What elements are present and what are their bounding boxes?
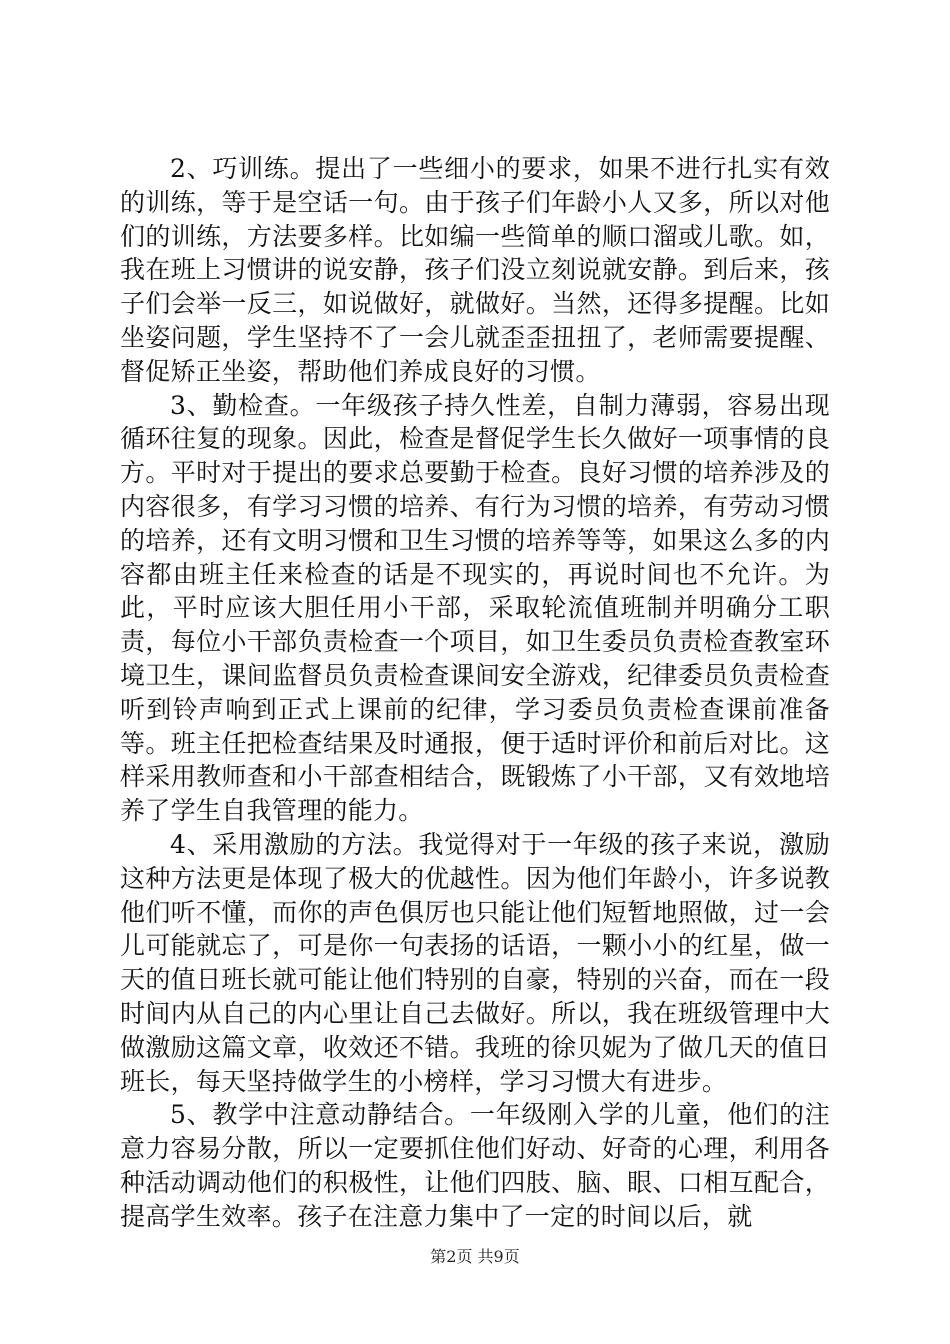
document-body bbox=[120, 152, 830, 1234]
paragraph-active-quiet: 5、教学中注意动静结合。一年级刚入学的儿童，他们的注意力容易分散，所以一定要抓住他们好动、好奇的心理，利用各种活动调动他们的积极性，让他们四肢、脑、眼、口相互配合，提高学生效率。孩子在注意力集中了一定的时间以后，就 bbox=[120, 1100, 830, 1231]
page-number-footer: 第2页 共9页 bbox=[430, 1247, 520, 1266]
paragraph-motivation: 4、采用激励的方法。我觉得对于一年级的孩子来说，激励这种方法更是体现了极大的优越性。因为他们年龄小，许多说教他们听不懂，而你的声色俱厉也只能让他们短暂地照做，过一会儿可能就忘了，可是你一句表扬的话语，一颗小小的红星，做一天的值日班长就可能让他们特别的自豪，特别的兴奋，而在一段时间内从自己的内心里让自己去做好。所以，我在班级管理中大做激励这篇文章，收效还不错。我班的徐贝妮为了做几天的值日班长，每天坚持做学生的小榜样，学习习惯大有进步。 bbox=[120, 829, 830, 1096]
paragraph-inspection: 3、勤检查。一年级孩子持久性差，自制力薄弱，容易出现循环往复的现象。因此，检查是督促学生长久做好一项事情的良方。平时对于提出的要求总要勤于检查。良好习惯的培养涉及的内容很多，有学习习惯的培养、有行为习惯的培养，有劳动习惯的培养，还有文明习惯和卫生习惯的培养等等，如果这么多的内容都由班主任来检查的话是不现实的，再说时间也不允许。为此，平时应该大胆任用小干部，采取轮流值班制并明确分工职责，每位小干部负责检查一个项目，如卫生委员负责检查教室环境卫生，课间监督员负责检查课间安全游戏，纪律委员负责检查听到铃声响到正式上课前的纪律，学习委员负责检查课前准备等。班主任把检查结果及时通报，便于适时评价和前后对比。这样采用教师查和小干部查相结合，既锻炼了小干部，又有效地培养了学生自我管理的能力。 bbox=[120, 390, 830, 826]
paragraph-training: 2、巧训练。提出了一些细小的要求，如果不进行扎实有效的训练，等于是空话一句。由于孩子们年龄小人又多，所以对他们的训练，方法要多样。比如编一些简单的顺口溜或儿歌。如，我在班上习惯讲的说安静，孩子们没立刻说就安静。到后来，孩子们会举一反三，如说做好，就做好。当然，还得多提醒。比如坐姿问题，学生坚持不了一会儿就歪歪扭扭了，老师需要提醒、督促矫正坐姿，帮助他们养成良好的习惯。 bbox=[120, 154, 830, 386]
